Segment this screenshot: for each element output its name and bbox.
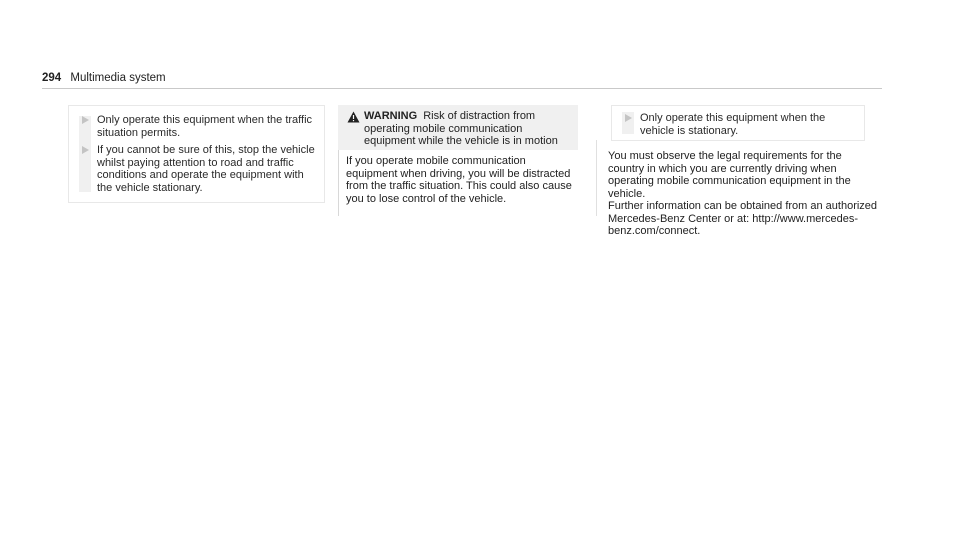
instruction-item: [69, 114, 319, 139]
instruction-item: [69, 144, 319, 194]
warning-left-rule: [338, 150, 339, 216]
legal-requirements-text: You must observe the legal requirements for the country in which you are currently driving when operating mobile communication equipment in the vehicle.: [608, 150, 851, 200]
instruction-item: [612, 112, 860, 137]
triangle-bullet-icon: [82, 146, 89, 154]
header-divider: [42, 88, 882, 89]
instruction-text: Only operate this equipment when the vehicle is stationary.: [640, 112, 826, 137]
instruction-box-left: [68, 105, 325, 203]
warning-header: [338, 105, 578, 150]
instruction-text: If you cannot be sure of this, stop the vehicle whilst paying attention to road and traffic conditions and operate the equipment with the vehicle stationary.: [97, 144, 315, 194]
instruction-text: Only operate this equipment when the traffic situation permits.: [97, 114, 313, 139]
warning-box: [338, 105, 578, 216]
legal-paragraph: [608, 150, 878, 238]
triangle-bullet-icon: [625, 114, 632, 122]
column-divider: [596, 140, 597, 216]
instruction-box-right: [611, 105, 865, 141]
page-number: 294: [42, 72, 62, 84]
warning-body: If you operate mobile communication equipment when driving, you will be distracted from the traffic situation. This could also cause you to lose control of the vehicle.: [346, 155, 572, 205]
section-title: Multimedia sy​stem: [70, 72, 166, 84]
warning-title: [364, 110, 574, 148]
warning-title-text: Risk of distraction from operating mobile communication equipment while the vehicle is in motion: [364, 110, 558, 147]
warning-triangle-icon: [347, 111, 360, 123]
page-header: [42, 72, 166, 84]
further-information-text: Further information can be obtained from an authorized Mercedes-Benz Center or at: http://www.mercedes-benz.com/connect.: [608, 200, 878, 237]
triangle-bullet-icon: [82, 116, 89, 124]
warning-label: WARNING: [364, 110, 418, 122]
